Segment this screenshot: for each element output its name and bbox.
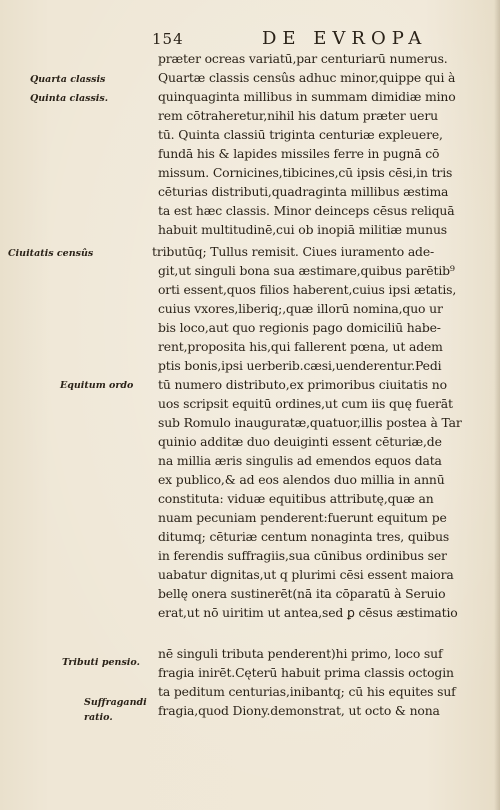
text-line: orti essent,quos filios haberent,cuius ipsi ætatis,: [158, 282, 457, 297]
text-line: nē singuli tributa penderent)hi primo, loco suf: [158, 646, 443, 661]
text-line: tributūq; Tullus remisit. Ciues iuramento ade-: [152, 244, 435, 259]
text-line: rem cōtraheretur,nihil his datum præter ueru: [158, 108, 438, 123]
text-line: erat,ut nō uiritim ut antea,sed ꝑ cēsus æstimatio: [158, 605, 458, 620]
text-line: in ferendis suffragiis,sua cūnibus ordinibus ser: [158, 548, 447, 563]
text-line: tū. Quinta classiū triginta centuriæ expleuere,: [158, 127, 443, 142]
text-line: habuit multitudinē,cui ob inopiā militiæ munus: [158, 222, 447, 237]
text-line: fragia inirēt.Cęterū habuit prima classis octogin: [158, 665, 454, 680]
text-line: ditumq; cēturiæ centum nonaginta tres, quibus: [158, 529, 450, 544]
text-line: rent,proposita his,qui fallerent pœna, ut adem: [158, 339, 443, 354]
text-line: ta est hæc classis. Minor deinceps cēsus reliquā: [158, 203, 455, 218]
text-line: nuam pecuniam penderent:fuerunt equitum pe: [158, 510, 447, 525]
margin-note: Quarta classis: [30, 74, 106, 85]
text-line: tū numero distributo,ex primoribus ciuitatis no: [158, 377, 447, 392]
text-line: missum. Cornicines,tibicines,cū ipsis cēsi,in tris: [158, 165, 453, 180]
text-line: git,ut singuli bona sua æstimare,quibus parētib⁹: [158, 263, 455, 278]
text-line: cuius vxores,liberiq;,quæ illorū nomina,quo ur: [158, 301, 443, 316]
text-line: ta peditum centurias,inibantq; cū his equites suf: [158, 684, 456, 699]
page-edge-shadow: [494, 0, 500, 810]
text-line: cēturias distributi,quadraginta millibus æstima: [158, 184, 449, 199]
margin-note: Ciuitatis censûs: [8, 248, 94, 259]
text-line: quinio additæ duo deuiginti essent cēturiæ,de: [158, 434, 442, 449]
text-line: fundā his & lapides missiles ferre in pugnā cō: [158, 146, 440, 161]
text-line: quinquaginta millibus in summam dimidiæ mino: [158, 89, 456, 104]
page-number: 154: [152, 30, 184, 48]
text-line: bellę onera sustinerēt(nā ita cōparatū à Seruio: [158, 586, 446, 601]
text-line: constituta: viduæ equitibus attributę,quæ an: [158, 491, 434, 506]
text-line: uos scripsit equitū ordines,ut cum iis quę fuerāt: [158, 396, 453, 411]
margin-note: Suffragandi: [84, 697, 147, 708]
text-line: bis loco,aut quo regionis pago domiciliū habe-: [158, 320, 441, 335]
margin-note: Quinta classis.: [30, 93, 109, 104]
margin-note: Equitum ordo: [60, 380, 134, 391]
running-head: DE EVROPA: [262, 28, 428, 49]
margin-note: ratio.: [84, 712, 113, 723]
text-line: Quartæ classis censûs adhuc minor,quippe qui à: [158, 70, 456, 85]
text-line: ex publico,& ad eos alendos duo millia in annū: [158, 472, 445, 487]
text-line: fragia,quod Diony.demonstrat, ut octo & nona: [158, 703, 440, 718]
text-line: præter ocreas variatū,par centuriarū numerus.: [158, 51, 448, 66]
text-line: uabatur dignitas,ut q plurimi cēsi essent maiora: [158, 567, 454, 582]
text-line: ptis bonis,ipsi uerberib.cæsi,uenderentur.Pedi: [158, 358, 442, 373]
margin-note: Tributi pensio.: [62, 657, 140, 668]
text-line: na millia æris singulis ad emendos equos data: [158, 453, 442, 468]
text-line: sub Romulo inauguratæ,quatuor,illis postea à Tar: [158, 415, 462, 430]
